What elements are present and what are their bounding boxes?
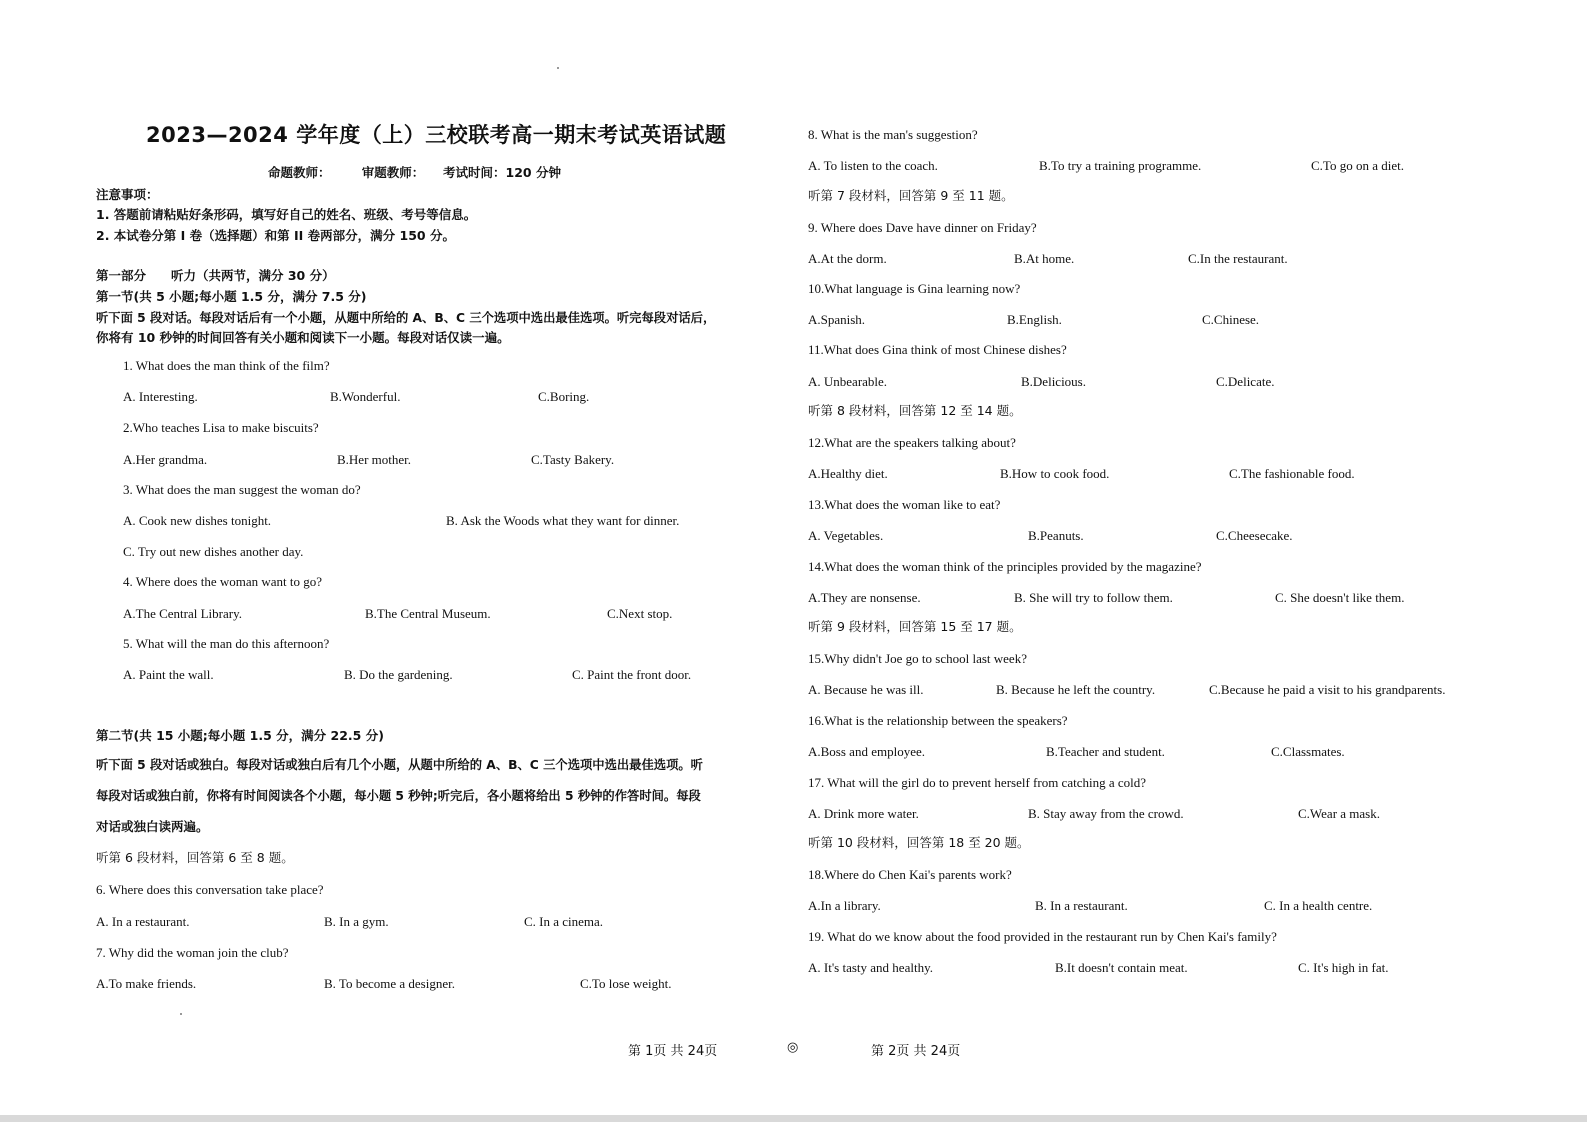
notes-heading: 注意事项： (96, 187, 159, 202)
speck-mark (180, 1013, 182, 1015)
section1-instructions: 听下面 5 段对话。每段对话后有一个小题，从题中所给的 A、B、C 三个选项中选出最佳选项。听完每段对话后， (96, 311, 716, 325)
option-a[interactable]: A.Her grandma. (123, 452, 208, 467)
section1-instructions: 你将有 10 秒钟的时间回答有关小题和阅读下一小题。每段对话仅读一遍。 (96, 330, 510, 345)
option-a[interactable]: A.Boss and employee. (808, 744, 925, 759)
question-8: 8. What is the man's suggestion? (808, 127, 978, 142)
question-15: 15.Why didn't Joe go to school last week? (808, 651, 1027, 666)
option-b[interactable]: B.English. (1007, 312, 1062, 327)
material-note-6: 听第 6 段材料，回答第 6 至 8 题。 (96, 850, 294, 865)
option-b[interactable]: B. Because he left the country. (996, 682, 1156, 697)
section2-instructions: 听下面 5 段对话或独白。每段对话或独白后有几个小题，从题中所给的 A、B、C 三个选项中选出最佳选项。听 (96, 758, 703, 772)
option-b[interactable]: B.Delicious. (1021, 374, 1086, 389)
option-b[interactable]: B. Stay away from the crowd. (1028, 806, 1184, 821)
question-4: 4. Where does the woman want to go? (123, 574, 323, 589)
option-a[interactable]: A.They are nonsense. (808, 590, 921, 605)
option-a[interactable]: A. Vegetables. (808, 528, 884, 543)
question-10: 10.What language is Gina learning now? (808, 281, 1021, 296)
note-item: 1. 答题前请粘贴好条形码，填写好自己的姓名、班级、考号等信息。 (96, 207, 477, 222)
page-number-right: 第 2页 共 24页 (871, 1044, 961, 1059)
speck-mark (557, 67, 559, 69)
page-number-left: 第 1页 共 24页 (628, 1044, 718, 1059)
option-c[interactable]: C.Wear a mask. (1298, 806, 1380, 821)
material-note-10: 听第 10 段材料，回答第 18 至 20 题。 (808, 835, 1030, 850)
option-c[interactable]: C. It's high in fat. (1298, 960, 1389, 975)
section1-heading: 第一节(共 5 小题;每小题 1.5 分，满分 7.5 分) (96, 289, 367, 304)
option-a[interactable]: A. Cook new dishes tonight. (123, 513, 272, 528)
question-18: 18.Where do Chen Kai's parents work? (808, 867, 1012, 882)
section2-instructions: 对话或独白读两遍。 (96, 819, 209, 834)
question-7: 7. Why did the woman join the club? (96, 945, 289, 960)
question-5: 5. What will the man do this afternoon? (123, 636, 330, 651)
question-14: 14.What does the woman think of the principles provided by the magazine? (808, 559, 1202, 574)
note-item: 2. 本试卷分第 I 卷（选择题）和第 II 卷两部分，满分 150 分。 (96, 228, 455, 243)
question-13: 13.What does the woman like to eat? (808, 497, 1001, 512)
option-c[interactable]: C.The fashionable food. (1229, 466, 1355, 481)
part1-heading: 第一部分 听力（共两节，满分 30 分） (96, 268, 335, 283)
option-c[interactable]: C. Try out new dishes another day. (123, 544, 304, 559)
option-b[interactable]: B. To become a designer. (324, 976, 455, 991)
question-6: 6. Where does this conversation take place? (96, 882, 324, 897)
option-b[interactable]: B.At home. (1014, 251, 1075, 266)
option-b[interactable]: B.It doesn't contain meat. (1055, 960, 1188, 975)
option-a[interactable]: A. Unbearable. (808, 374, 888, 389)
material-note-9: 听第 9 段材料，回答第 15 至 17 题。 (808, 619, 1022, 634)
option-b[interactable]: B.The Central Museum. (365, 606, 491, 621)
option-a[interactable]: A. To listen to the coach. (808, 158, 938, 173)
question-11: 11.What does Gina think of most Chinese dishes? (808, 342, 1067, 357)
question-2: 2.Who teaches Lisa to make biscuits? (123, 420, 319, 435)
option-a[interactable]: A.At the dorm. (808, 251, 887, 266)
option-a[interactable]: A. Interesting. (123, 389, 198, 404)
center-mark-icon: ◎ (787, 1040, 799, 1055)
option-a[interactable]: A. Drink more water. (808, 806, 919, 821)
option-b[interactable]: B.Her mother. (337, 452, 412, 467)
option-c[interactable]: C. Paint the front door. (572, 667, 692, 682)
option-a[interactable]: A. In a restaurant. (96, 914, 190, 929)
question-12: 12.What are the speakers talking about? (808, 435, 1016, 450)
option-b[interactable]: B. In a gym. (324, 914, 389, 929)
option-a[interactable]: A.To make friends. (96, 976, 197, 991)
option-c[interactable]: C.To go on a diet. (1311, 158, 1404, 173)
option-b[interactable]: B.Wonderful. (330, 389, 401, 404)
option-a[interactable]: A.In a library. (808, 898, 881, 913)
question-16: 16.What is the relationship between the speakers? (808, 713, 1068, 728)
material-note-7: 听第 7 段材料，回答第 9 至 11 题。 (808, 188, 1014, 203)
option-a[interactable]: A.The Central Library. (123, 606, 242, 621)
question-17: 17. What will the girl do to prevent herself from catching a cold? (808, 775, 1147, 790)
option-b[interactable]: B. Ask the Woods what they want for dinner. (446, 513, 680, 528)
section2-heading: 第二节(共 15 小题;每小题 1.5 分，满分 22.5 分) (96, 728, 384, 743)
question-3: 3. What does the man suggest the woman do? (123, 482, 361, 497)
option-c[interactable]: C.Chinese. (1202, 312, 1260, 327)
option-b[interactable]: B.Teacher and student. (1046, 744, 1165, 759)
bottom-border (0, 1115, 1587, 1122)
option-c[interactable]: C.Because he paid a visit to his grandparents. (1209, 682, 1446, 697)
option-c[interactable]: C.To lose weight. (580, 976, 672, 991)
option-c[interactable]: C.Cheesecake. (1216, 528, 1293, 543)
option-b[interactable]: B.How to cook food. (1000, 466, 1110, 481)
option-b[interactable]: B. Do the gardening. (344, 667, 453, 682)
option-c[interactable]: C.Next stop. (607, 606, 673, 621)
material-note-8: 听第 8 段材料，回答第 12 至 14 题。 (808, 403, 1022, 418)
exam-subtitle: 命题教师： 审题教师： 考试时间：120 分钟 (268, 165, 561, 180)
option-c[interactable]: C.In the restaurant. (1188, 251, 1288, 266)
option-b[interactable]: B.To try a training programme. (1039, 158, 1202, 173)
question-1: 1. What does the man think of the film? (123, 358, 330, 373)
section2-instructions: 每段对话或独白前，你将有时间阅读各个小题，每小题 5 秒钟;听完后，各小题将给出 5 秒钟的作答时间。每段 (96, 789, 701, 803)
question-19: 19. What do we know about the food provided in the restaurant run by Chen Kai's family? (808, 929, 1277, 944)
option-c[interactable]: C.Classmates. (1271, 744, 1345, 759)
page-title: 2023—2024 学年度（上）三校联考高一期末考试英语试题 (146, 123, 727, 147)
option-b[interactable]: B.Peanuts. (1028, 528, 1084, 543)
option-a[interactable]: A. Because he was ill. (808, 682, 924, 697)
option-c[interactable]: C. She doesn't like them. (1275, 590, 1405, 605)
option-b[interactable]: B. In a restaurant. (1035, 898, 1128, 913)
option-c[interactable]: C.Delicate. (1216, 374, 1275, 389)
option-b[interactable]: B. She will try to follow them. (1014, 590, 1173, 605)
option-c[interactable]: C. In a cinema. (524, 914, 604, 929)
option-a[interactable]: A.Spanish. (808, 312, 866, 327)
option-c[interactable]: C. In a health centre. (1264, 898, 1373, 913)
option-c[interactable]: C.Boring. (538, 389, 590, 404)
option-a[interactable]: A. It's tasty and healthy. (808, 960, 933, 975)
question-9: 9. Where does Dave have dinner on Friday? (808, 220, 1037, 235)
option-c[interactable]: C.Tasty Bakery. (531, 452, 615, 467)
option-a[interactable]: A. Paint the wall. (123, 667, 214, 682)
option-a[interactable]: A.Healthy diet. (808, 466, 888, 481)
